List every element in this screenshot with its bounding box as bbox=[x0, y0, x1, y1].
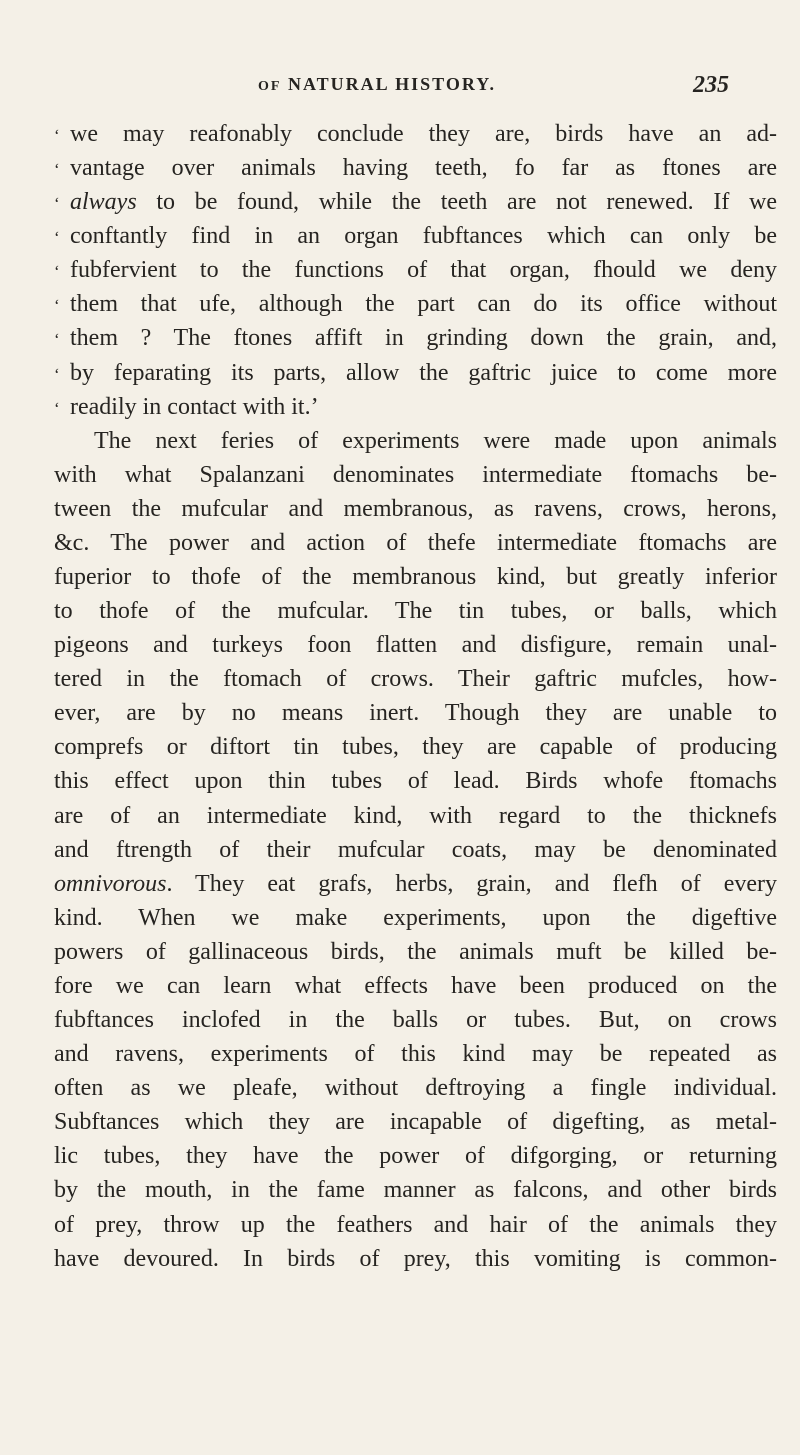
text-line: and ravens, experiments of this kind may be repeated as bbox=[54, 1041, 777, 1068]
text-line: ‘ by feparating its parts, allow the gaftric juice to come more bbox=[54, 356, 777, 390]
running-head bbox=[0, 70, 800, 104]
quote-mark: ‘ bbox=[54, 160, 60, 180]
text-line: by the mouth, in the fame manner as falcons, and other birds bbox=[54, 1177, 777, 1204]
text-line: ‘ we may reafonably conclude they are, birds have an ad- bbox=[54, 117, 777, 151]
quote-mark: ‘ bbox=[54, 364, 60, 384]
text-line: are of an intermediate kind, with regard to the thicknefs bbox=[54, 802, 777, 829]
running-title-text: NATURAL HISTORY. bbox=[287, 74, 497, 94]
quote-mark: ‘ bbox=[54, 194, 60, 214]
text-line: ‘ conftantly find in an organ fubftances which can only be bbox=[54, 219, 777, 253]
text-line: Subftances which they are incapable of digefting, as metal- bbox=[54, 1109, 777, 1136]
quote-mark: ‘ bbox=[54, 228, 60, 248]
text-line: ever, are by no means inert. Though they are unable to bbox=[54, 700, 777, 727]
text-line: ‘ readily in contact with it.’ bbox=[54, 390, 777, 424]
text-line: pigeons and turkeys foon flatten and disfigure, remain unal- bbox=[54, 632, 777, 659]
text-line: fubftances inclofed in the balls or tubes. But, on crows bbox=[54, 1007, 777, 1034]
running-title bbox=[258, 74, 496, 95]
text-line: with what Spalanzani denominates intermediate ftomachs be- bbox=[54, 461, 777, 488]
quote-mark: ‘ bbox=[54, 330, 60, 350]
running-title-prefix: OF bbox=[258, 79, 282, 94]
page-number: 235 bbox=[693, 72, 729, 98]
quote-mark: ‘ bbox=[54, 296, 60, 316]
text-line: ‘ fubfervient to the functions of that organ, fhould we deny bbox=[54, 253, 777, 287]
body-text bbox=[54, 117, 777, 1276]
text-line: fuperior to thofe of the membranous kind, but greatly inferior bbox=[54, 564, 777, 591]
text-line: to thofe of the mufcular. The tin tubes, or balls, which bbox=[54, 598, 777, 625]
text-line: ‘ vantage over animals having teeth, fo far as ftones are bbox=[54, 151, 777, 185]
text-line: powers of gallinaceous birds, the animals muft be killed be- bbox=[54, 938, 777, 965]
text-line: &c. The power and action of thefe intermediate ftomachs are bbox=[54, 529, 777, 556]
text-line: fore we can learn what effects have been produced on the bbox=[54, 972, 777, 999]
quote-mark: ‘ bbox=[54, 398, 60, 418]
italic-word: always bbox=[70, 189, 137, 216]
italic-word: omnivorous bbox=[54, 870, 167, 897]
text-line: kind. When we make experiments, upon the digeftive bbox=[54, 904, 777, 931]
text-line: often as we pleafe, without deftroying a fingle individual. bbox=[54, 1075, 777, 1102]
text-line: have devoured. In birds of prey, this vomiting is common- bbox=[54, 1245, 777, 1272]
quote-mark: ‘ bbox=[54, 262, 60, 282]
text-line: and ftrength of their mufcular coats, may be denominated bbox=[54, 836, 777, 863]
text-line: ‘ always to be found, while the teeth are not renewed. If we bbox=[54, 185, 777, 219]
text-line: of prey, throw up the feathers and hair of the animals they bbox=[54, 1211, 777, 1238]
text-line: ‘ them ? The ftones affift in grinding down the grain, and, bbox=[54, 321, 777, 355]
text-line: tered in the ftomach of crows. Their gaftric mufcles, how- bbox=[54, 666, 777, 693]
text-line: ‘ them that ufe, although the part can do its office without bbox=[54, 287, 777, 321]
text-line: omnivorous. They eat grafs, herbs, grain, and flefh of every bbox=[54, 870, 777, 897]
text-line: comprefs or diftort tin tubes, they are capable of producing bbox=[54, 734, 777, 761]
text-line: this effect upon thin tubes of lead. Birds whofe ftomachs bbox=[54, 768, 777, 795]
quote-mark: ‘ bbox=[54, 126, 60, 145]
paragraph-start-line: The next feries of experiments were made upon animals bbox=[94, 427, 777, 454]
text-line: tween the mufcular and membranous, as ravens, crows, herons, bbox=[54, 495, 777, 522]
text-line: lic tubes, they have the power of difgorging, or returning bbox=[54, 1143, 777, 1170]
